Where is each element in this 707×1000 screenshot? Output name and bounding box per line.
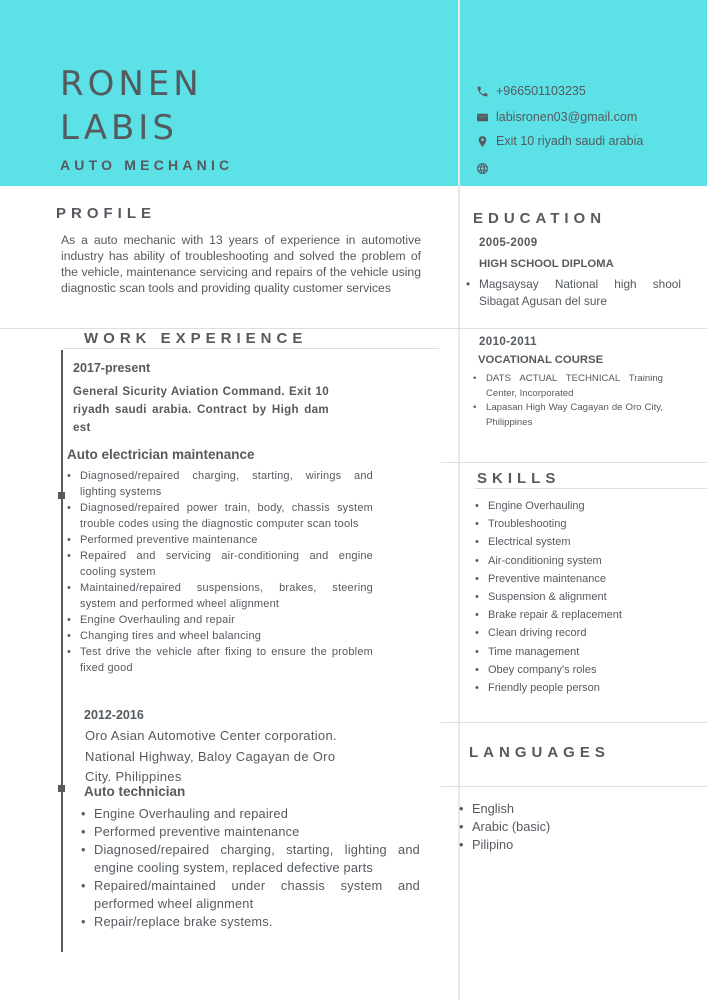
profile-heading: PROFILE	[56, 205, 157, 222]
divider	[441, 722, 707, 723]
list-item: • Repaired and servicing air-conditioning and engine cooling system	[67, 548, 373, 580]
location-icon	[476, 135, 489, 148]
languages-heading: LANGUAGES	[469, 744, 610, 761]
job-duties	[67, 468, 373, 676]
divider	[0, 328, 707, 329]
email-icon	[476, 111, 489, 124]
education-date: 2010-2011	[479, 336, 537, 348]
timeline-marker	[58, 785, 65, 792]
list-item: • Clean driving record	[475, 624, 675, 642]
list-item: • Maintained/repaired suspensions, brakes, steering system and performed wheel alignment	[67, 580, 373, 612]
education-degree: VOCATIONAL COURSE	[478, 354, 604, 366]
address-text: Exit 10 riyadh saudi arabia	[496, 134, 644, 148]
list-item: • Diagnosed/repaired power train, body, chassis system trouble codes using the diagnostic computer scan tools	[67, 500, 373, 532]
phone-text: +966501103235	[496, 84, 586, 98]
education-list	[466, 276, 681, 310]
job-title: AUTO MECHANIC	[60, 157, 234, 173]
education-list	[473, 372, 663, 430]
company-line: City. Philippines	[85, 769, 182, 784]
globe-icon	[476, 162, 489, 175]
company-line: National Highway, Baloy Cagayan de Oro	[85, 748, 336, 764]
list-item: • Brake repair & replacement	[475, 606, 675, 624]
list-item: • Obey company's roles	[475, 661, 675, 679]
list-item: • Pilipino	[459, 836, 659, 854]
divider	[475, 488, 707, 489]
list-item: • Test drive the vehicle after fixing to ensure the problem fixed good	[67, 644, 373, 676]
education-date: 2005-2009	[479, 237, 538, 249]
email-text[interactable]: labisronen03@gmail.com	[496, 110, 638, 124]
list-item: • Time management	[475, 643, 675, 661]
list-item: • Troubleshooting	[475, 515, 675, 533]
contact-email	[476, 108, 637, 126]
divider	[441, 462, 707, 463]
list-item: • Friendly people person	[475, 679, 675, 697]
phone-icon	[476, 85, 489, 98]
contact-website	[476, 159, 496, 177]
list-item: • Changing tires and wheel balancing	[67, 628, 373, 644]
contact-address	[476, 132, 643, 150]
list-item: • Performed preventive maintenance	[67, 532, 373, 548]
skills-heading: SKILLS	[477, 470, 561, 487]
list-item: • Air-conditioning system	[475, 552, 675, 570]
job-company	[85, 726, 375, 788]
list-item: • Electrical system	[475, 533, 675, 551]
list-item: • Suspension & alignment	[475, 588, 675, 606]
list-item: • Magsaysay National high shool Sibagat Agusan del sure	[466, 276, 681, 310]
list-item: • Lapasan High Way Cagayan de Oro City, Philippines	[473, 401, 663, 430]
profile-text: As a auto mechanic with 13 years of experience in automotive industry has ability of troubleshooting and solved the problem of the vehicle, maintenance servicing and repairs of the vehicle using diagnostic scan tools and providing quality customer services	[61, 233, 421, 295]
job-date: 2017-present	[73, 361, 151, 375]
job-company: General Sicurity Aviation Command. Exit 10 riyadh saudi arabia. Contract by High dam est	[73, 385, 329, 434]
job-role: Auto electrician maintenance	[67, 447, 255, 462]
divider	[63, 348, 439, 349]
list-item: • Repaired/maintained under chassis system and performed wheel alignment	[81, 877, 420, 913]
list-item: • Engine Overhauling	[475, 497, 675, 515]
divider	[441, 786, 707, 787]
last-name: LABIS	[60, 108, 178, 148]
list-item: • Repair/replace brake systems.	[81, 913, 420, 931]
list-item: • Engine Overhauling and repair	[67, 612, 373, 628]
skills-list	[475, 497, 675, 697]
timeline-line	[61, 350, 63, 952]
list-item: • English	[459, 800, 659, 818]
list-item: • DATS ACTUAL TECHNICAL Training Center, Incorporated	[473, 372, 663, 401]
timeline-marker	[58, 492, 65, 499]
list-item: • Engine Overhauling and repaired	[81, 805, 420, 823]
education-degree: HIGH SCHOOL DIPLOMA	[479, 258, 614, 270]
job-duties	[81, 805, 420, 931]
first-name: RONEN	[60, 64, 203, 104]
education-heading: EDUCATION	[473, 210, 607, 227]
list-item: • Diagnosed/repaired charging, starting, lighting and engine cooling system, replaced defective parts	[81, 841, 420, 877]
list-item: • Performed preventive maintenance	[81, 823, 420, 841]
list-item: • Arabic (basic)	[459, 818, 659, 836]
job-role: Auto technician	[84, 784, 186, 799]
list-item: • Preventive maintenance	[475, 570, 675, 588]
languages-list	[459, 800, 659, 854]
contact-phone	[476, 82, 586, 100]
job-date: 2012-2016	[84, 708, 144, 722]
company-line: Oro Asian Automotive Center corporation.	[85, 728, 337, 743]
list-item: • Diagnosed/repaired charging, starting, wirings and lighting systems	[67, 468, 373, 500]
work-experience-heading: WORK EXPERIENCE	[84, 330, 308, 347]
